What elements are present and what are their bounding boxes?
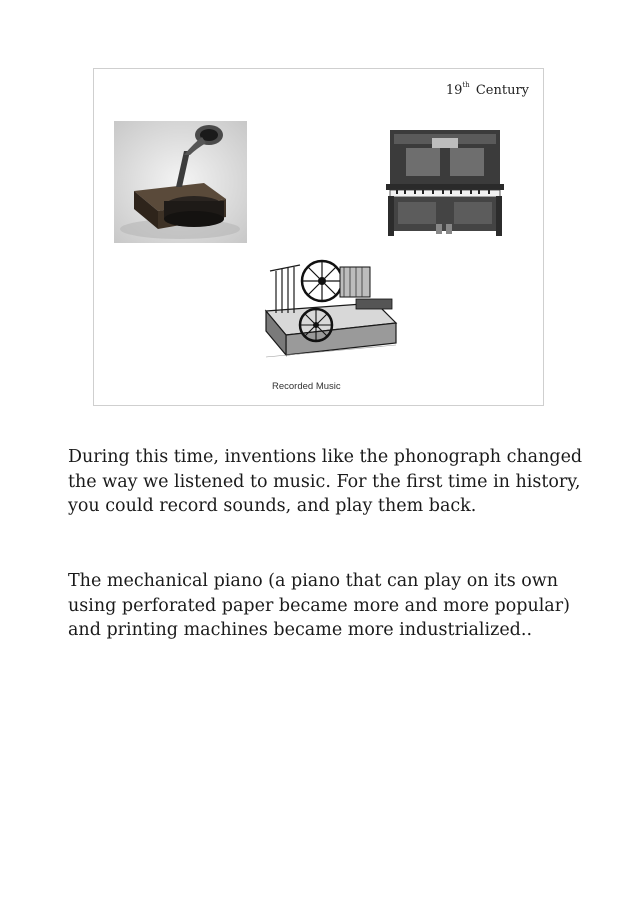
slide-title bbox=[446, 83, 529, 98]
title-superscript: th bbox=[462, 81, 470, 89]
player-piano-image bbox=[380, 126, 510, 240]
title-word: Century bbox=[475, 83, 529, 98]
slide-frame bbox=[93, 68, 544, 406]
phonograph-image bbox=[114, 121, 247, 243]
title-number: 19 bbox=[445, 83, 463, 98]
body-paragraph-2: The mechanical piano (a piano that can play on its own using perforated paper became more and more popular) and printing machines became more industrialized.. bbox=[68, 571, 570, 640]
image-caption: Recorded Music bbox=[272, 381, 341, 392]
body-paragraph-1: During this time, inventions like the phonograph changed the way we listened to music. For the first time in history, you could record sounds, and play them back. bbox=[68, 447, 583, 516]
printing-press-image bbox=[256, 241, 403, 363]
